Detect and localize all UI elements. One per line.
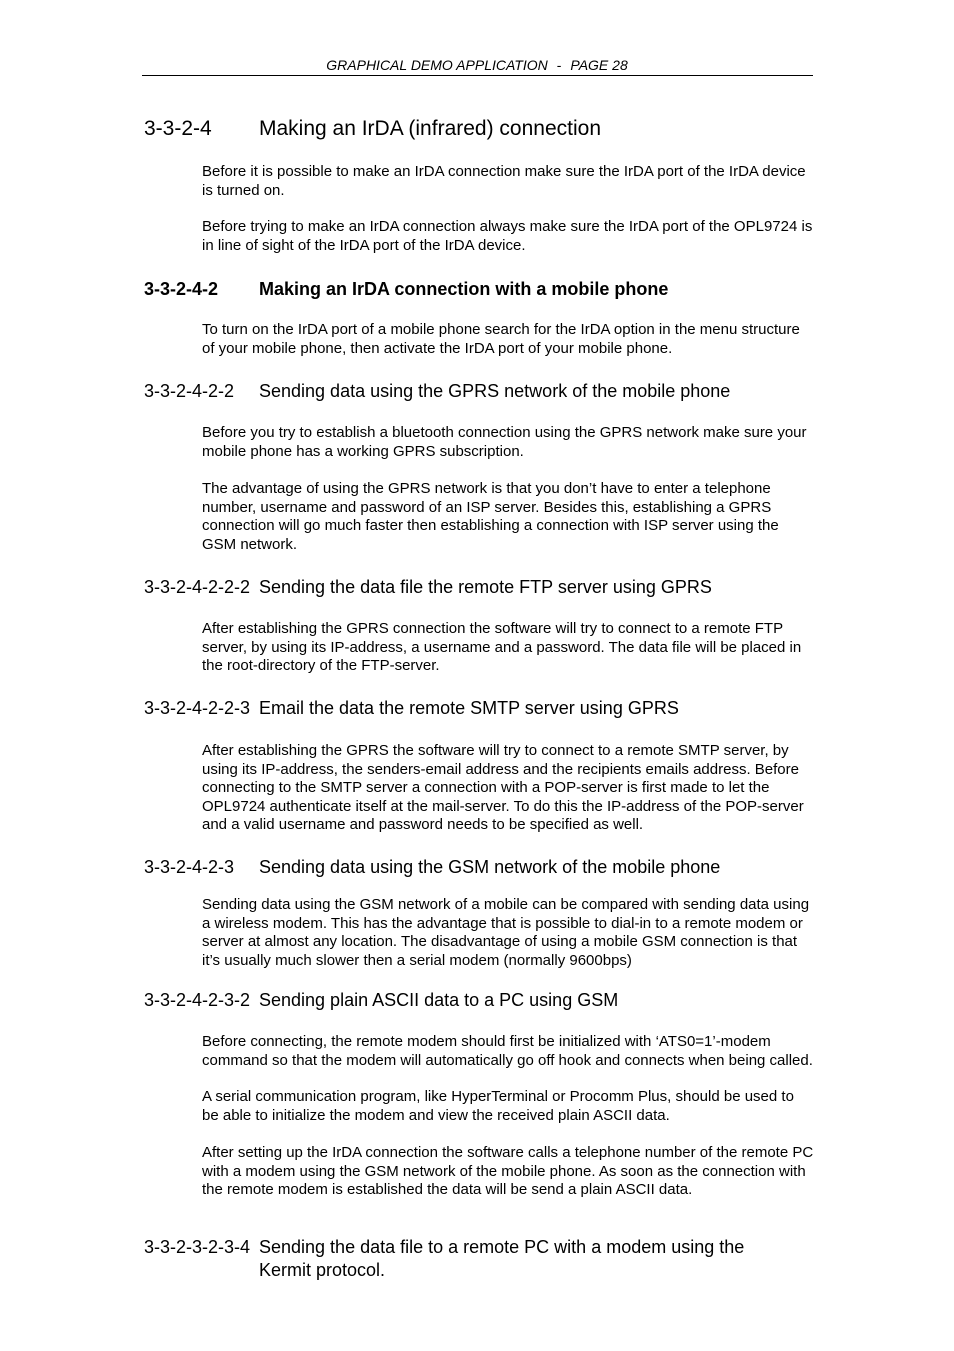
heading-3-3-2-4-2-2 <box>144 380 730 403</box>
paragraph: The advantage of using the GPRS network is that you don’t have to enter a telephone number, username and password of an ISP server. Besides this, establishing a GPRS connection will go much faster then establishing a connection with ISP server using the GSM network. <box>202 480 779 553</box>
heading-title: Sending the data file to a remote PC with a modem using the Kermit protocol. <box>259 1237 745 1280</box>
paragraph: Sending data using the GSM network of a mobile can be compared with sending data using a wireless modem. This has the advantage that is possible to dial-in to a remote modem or server at almost any location. The disadvantage of using a mobile GSM connection is that it’s usually much slower then a serial modem (normally 9600bps) <box>202 896 810 969</box>
heading-number: 3-3-2-4 <box>144 117 212 140</box>
heading-number: 3-3-2-4-2-3 <box>144 857 235 877</box>
paragraph: To turn on the IrDA port of a mobile phone search for the IrDA option in the menu structure of your mobile phone, then activate the IrDA port of your mobile phone. <box>202 321 800 357</box>
heading-title: Sending data using the GPRS network of the mobile phone <box>259 381 731 401</box>
header-rule <box>142 75 813 76</box>
heading-title: Making an IrDA (infrared) connection <box>259 117 601 140</box>
heading-number: 3-3-2-4-2-3-2 <box>144 990 251 1010</box>
header-title: GRAPHICAL DEMO APPLICATION <box>326 57 548 73</box>
heading-title: Sending data using the GSM network of the mobile phone <box>259 857 721 877</box>
heading-number: 3-3-2-4-2-2-2 <box>144 577 251 597</box>
header-separator: - <box>556 57 562 73</box>
heading-title: Making an IrDA connection with a mobile phone <box>259 279 669 299</box>
heading-number: 3-3-2-3-2-3-4 <box>144 1237 251 1257</box>
heading-title: Sending plain ASCII data to a PC using GSM <box>259 990 619 1010</box>
header-page-number: PAGE 28 <box>570 57 628 73</box>
paragraph: After establishing the GPRS the software will try to connect to a remote SMTP server, by using its IP-address, the senders-email address and the recipients emails address. Before connecting to the SMTP server a connection with a POP-server is first made to let the OPL9724 authenticate itself at the mail-server. To do this the IP-address of the POP-server and a valid username and password needs to be specified as well. <box>202 742 804 834</box>
heading-3-3-2-3-2-3-4 <box>144 1236 799 1282</box>
heading-3-3-2-4-2-2-2 <box>144 576 799 599</box>
heading-title: Email the data the remote SMTP server using GPRS <box>259 698 679 718</box>
heading-3-3-2-4-2-3 <box>144 856 720 879</box>
heading-3-3-2-4 <box>144 116 601 142</box>
heading-number: 3-3-2-4-2-2 <box>144 381 235 401</box>
paragraph: Before trying to make an IrDA connection always make sure the IrDA port of the OPL9724 is in line of sight of the IrDA port of the IrDA device. <box>202 218 813 254</box>
heading-title: Sending the data file the remote FTP server using GPRS <box>259 577 712 597</box>
heading-3-3-2-4-2-2-3 <box>144 697 799 720</box>
heading-3-3-2-4-2-3-2 <box>144 989 799 1012</box>
paragraph: Before it is possible to make an IrDA connection make sure the IrDA port of the IrDA device is turned on. <box>202 163 806 199</box>
paragraph: Before you try to establish a bluetooth connection using the GPRS network make sure your mobile phone has a working GPRS subscription. <box>202 424 807 460</box>
paragraph: A serial communication program, like HyperTerminal or Procomm Plus, should be used to be able to initialize the modem and view the received plain ASCII data. <box>202 1088 794 1124</box>
paragraph: After establishing the GPRS connection the software will try to connect to a remote FTP server, by using its IP-address, a username and a password. The data file will be placed in the root-directory of the FTP-server. <box>202 620 802 675</box>
page-header <box>142 56 812 74</box>
heading-number: 3-3-2-4-2 <box>144 279 219 299</box>
paragraph: After setting up the IrDA connection the software calls a telephone number of the remote PC with a modem using the GSM network of the mobile phone. As soon as the connection with the remote modem is established the data will be send a plain ASCII data. <box>202 1144 814 1199</box>
paragraph: Before connecting, the remote modem should first be initialized with ‘ATS0=1’-modem command so that the modem will automatically go off hook and connects when being called. <box>202 1033 813 1069</box>
heading-3-3-2-4-2 <box>144 278 668 300</box>
heading-number: 3-3-2-4-2-2-3 <box>144 698 251 718</box>
